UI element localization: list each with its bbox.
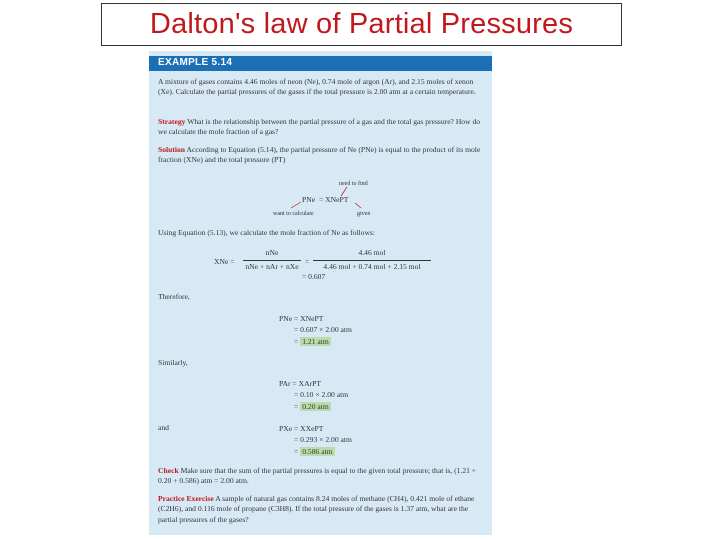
check-text: Make sure that the sum of the partial pressures is equal to the given total pressure; that is, (1.21 + 0.20 + 0.586) atm = 2.00 atm. xyxy=(158,466,477,486)
dalton-equation-lhs: PNe xyxy=(302,195,316,204)
solution-text: According to Equation (5.14), the partial pressure of Ne (PNe) is equal to the product of its mole fraction (XNe) and the total pressure (PT) xyxy=(158,145,481,165)
given-label: given xyxy=(357,211,371,217)
ar-answer: 0.20 atm xyxy=(302,402,329,411)
practice-heading: Practice Exercise xyxy=(158,494,214,503)
ar-calc-line-2: = 0.10 × 2.00 atm xyxy=(294,390,349,399)
ar-calc-line-1: PAr = XArPT xyxy=(279,379,321,388)
ne-answer-row: = 1.21 atm xyxy=(294,337,329,346)
mole-fraction-numerator-1: nNe xyxy=(265,248,279,257)
using-equation-line: Using Equation (5.13), we calculate the mole fraction of Ne as follows: xyxy=(158,228,375,237)
xe-calc-line-2: = 0.293 × 2.00 atm xyxy=(294,435,352,444)
fraction-bar-1 xyxy=(243,260,301,261)
xe-calc-line-1: PXe = XXePT xyxy=(279,424,324,433)
mole-fraction-result: = 0.607 xyxy=(302,272,326,281)
example-panel xyxy=(149,51,492,535)
slide-title: Dalton's law of Partial Pressures xyxy=(149,8,574,40)
arrow-need-to-find xyxy=(341,187,347,196)
strategy-heading: Strategy xyxy=(158,117,186,126)
mole-fraction-denominator-1: nNe + nAr + nXe xyxy=(245,262,299,271)
want-to-calculate-label: want to calculate xyxy=(273,211,314,217)
problem-text: A mixture of gases contains 4.46 moles of neon (Ne), 0.74 mole of argon (Ar), and 2.15 moles of xenon (Xe). Calculate the partial pressures of the gases if the total pressure is 2.00 atm at a certain temperature. xyxy=(158,77,476,97)
dalton-equation-rhs: = XNePT xyxy=(319,195,349,204)
practice-text: A sample of natural gas contains 8.24 moles of methane (CH4), 0.421 mole of ethane (C2H6), and 0.116 mole of propane (C3H8). If the total pressure of the gases is 1.37 atm, what are the partial pressures of the gases? xyxy=(158,494,475,524)
example-banner-label: EXAMPLE 5.14 xyxy=(158,57,233,68)
arrow-given xyxy=(355,203,361,208)
check-paragraph xyxy=(158,466,486,487)
and-label: and xyxy=(158,423,169,432)
xe-answer: 0.586 atm xyxy=(302,447,333,456)
slide-title-box xyxy=(101,3,622,46)
need-to-find-label: need to find xyxy=(339,181,368,187)
ne-answer: 1.21 atm xyxy=(302,337,329,346)
fraction-bar-2 xyxy=(313,260,431,261)
practice-paragraph xyxy=(158,494,486,525)
strategy-text: What is the relationship between the partial pressure of a gas and the total gas pressure? How do we calculate the mole fraction of a gas? xyxy=(158,117,481,137)
mole-fraction-numerator-2: 4.46 mol xyxy=(358,248,386,257)
mole-fraction-denominator-2: 4.46 mol + 0.74 mol + 2.15 mol xyxy=(323,262,421,271)
solution-heading: Solution xyxy=(158,145,186,154)
ne-calc-line-1: PNe = XNePT xyxy=(279,314,324,323)
check-heading: Check xyxy=(158,466,179,475)
ar-answer-row: = 0.20 atm xyxy=(294,402,329,411)
xe-answer-row: = 0.586 atm xyxy=(294,447,333,456)
therefore-label: Therefore, xyxy=(158,292,190,301)
similarly-label: Similarly, xyxy=(158,358,188,367)
mole-fraction-lhs: XNe = xyxy=(214,257,235,266)
mole-fraction-equals: = xyxy=(305,257,310,266)
ne-calc-line-2: = 0.607 × 2.00 atm xyxy=(294,325,352,334)
arrow-want-to-calculate xyxy=(291,202,301,208)
